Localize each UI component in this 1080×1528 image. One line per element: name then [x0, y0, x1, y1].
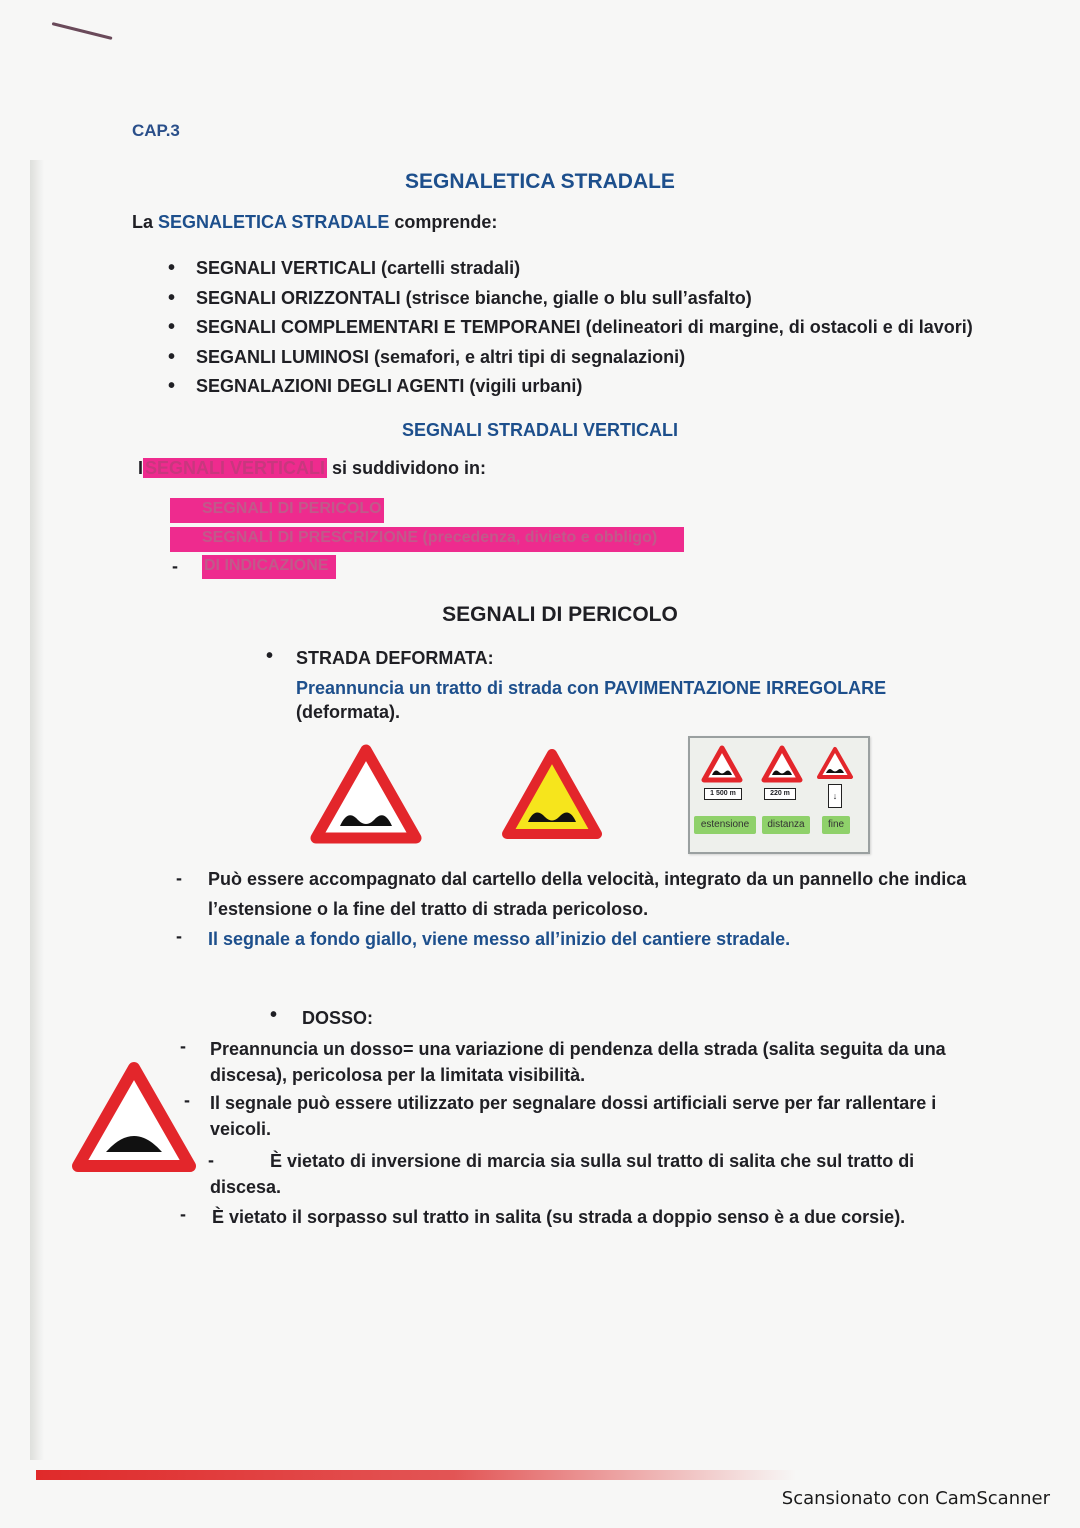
category-item: • SEGNALAZIONI DEGLI AGENTI (vigili urbani): [196, 372, 973, 402]
strada-heading: STRADA DEFORMATA:: [296, 648, 494, 668]
dash-bullet: -: [172, 556, 178, 576]
strada-desc: [296, 678, 886, 699]
section-vertical-title: SEGNALI STRADALI VERTICALI: [401, 420, 678, 440]
panel-label: fine: [822, 816, 850, 834]
vertical-type-item: DI INDICAZIONE: [204, 557, 329, 574]
strada-note: Il segnale a fondo giallo, viene messo all’inizio del cantiere stradale.: [208, 929, 791, 949]
dosso-line: È vietato il sorpasso sul tratto in salita (su strada a doppio senso è a due corsie).: [212, 1207, 906, 1227]
vertical-type-item: SEGNALI DI PERICOLO: [202, 500, 382, 517]
vertical-intro-suffix: si suddividono in:: [332, 458, 487, 478]
dash-bullet: -: [184, 1090, 190, 1110]
dosso-line: Preannuncia un dosso= una variazione di pendenza della strada (salita seguita da una: [210, 1039, 946, 1059]
dash-bullet: -: [176, 926, 182, 946]
strada-desc-prefix: Preannuncia un tratto di strada con: [296, 678, 600, 698]
dosso-line: discesa.: [210, 1177, 282, 1197]
dash-bullet: -: [176, 868, 182, 888]
dash-bullet: -: [180, 1036, 186, 1056]
bullet: •: [270, 1004, 278, 1026]
dosso-line: discesa), pericolosa per la limitata visibilità.: [210, 1065, 586, 1085]
category-item: • SEGNALI COMPLEMENTARI E TEMPORANEI (delineatori di margine, di ostacoli e di lavori): [196, 313, 973, 343]
intro-line: [132, 212, 497, 233]
bullet: •: [266, 645, 274, 667]
page-title: SEGNALETICA STRADALE: [405, 170, 675, 193]
strada-desc-highlight: PAVIMENTAZIONE IRREGOLARE: [604, 678, 887, 698]
dosso-heading: DOSSO:: [302, 1008, 374, 1028]
speed-bump-sign-icon: [70, 1060, 198, 1176]
strada-note: Può essere accompagnato dal cartello della velocità, integrato da un pannello che indica: [208, 869, 967, 889]
intro-prefix: La: [132, 212, 154, 232]
intro-highlight: SEGNALETICA STRADALE: [158, 212, 390, 232]
scanner-watermark: Scansionato con CamScanner: [781, 1488, 1050, 1509]
dosso-line: Il segnale può essere utilizzato per segnalare dossi artificiali serve per far rallentare i: [210, 1093, 937, 1113]
uneven-road-sign-icon: [310, 744, 422, 844]
strada-note: l’estensione o la fine del tratto di strada pericoloso.: [208, 899, 649, 919]
end-arrow-icon: ↓: [828, 784, 842, 808]
dosso-line: veicoli.: [210, 1119, 272, 1139]
distance-plate: 220 m: [764, 788, 796, 800]
uneven-road-sign-icon: [816, 746, 854, 780]
uneven-road-sign-icon: [700, 744, 744, 784]
chapter-label: CAP.3: [132, 121, 180, 140]
dosso-line: È vietato di inversione di marcia sia sulla sul tratto di salita che sul tratto di: [270, 1151, 915, 1171]
dash-bullet: -: [208, 1150, 214, 1170]
scan-bottom-edge: [36, 1470, 796, 1480]
vertical-intro-highlight: SEGNALI VERTICALI: [145, 458, 326, 478]
distance-plate: 1 500 m: [704, 788, 742, 800]
uneven-road-yellow-sign-icon: [502, 748, 602, 840]
vertical-type-item: SEGNALI DI PRESCRIZIONE (precedenza, divieto e obbligo): [202, 529, 658, 546]
intro-suffix: comprende:: [394, 212, 498, 232]
uneven-road-sign-icon: [760, 744, 804, 784]
scan-edge-shadow: [30, 160, 44, 1460]
categories-list: [196, 254, 973, 402]
vertical-intro-prefix: I: [138, 458, 144, 478]
scan-mark: [52, 22, 113, 40]
category-item: • SEGNALI VERTICALI (cartelli stradali): [196, 254, 973, 284]
panel-label: distanza: [762, 816, 810, 834]
section-danger-title: SEGNALI DI PERICOLO: [442, 603, 678, 626]
panel-label: estensione: [694, 816, 756, 834]
vertical-intro: [138, 458, 486, 479]
strada-desc-line2: (deformata).: [296, 702, 401, 722]
road-sign-panel-figure: [688, 736, 870, 854]
category-item: • SEGNALI ORIZZONTALI (strisce bianche, gialle o blu sull’asfalto): [196, 284, 973, 314]
dash-bullet: -: [180, 1204, 186, 1224]
category-item: • SEGANLI LUMINOSI (semafori, e altri tipi di segnalazioni): [196, 343, 973, 373]
